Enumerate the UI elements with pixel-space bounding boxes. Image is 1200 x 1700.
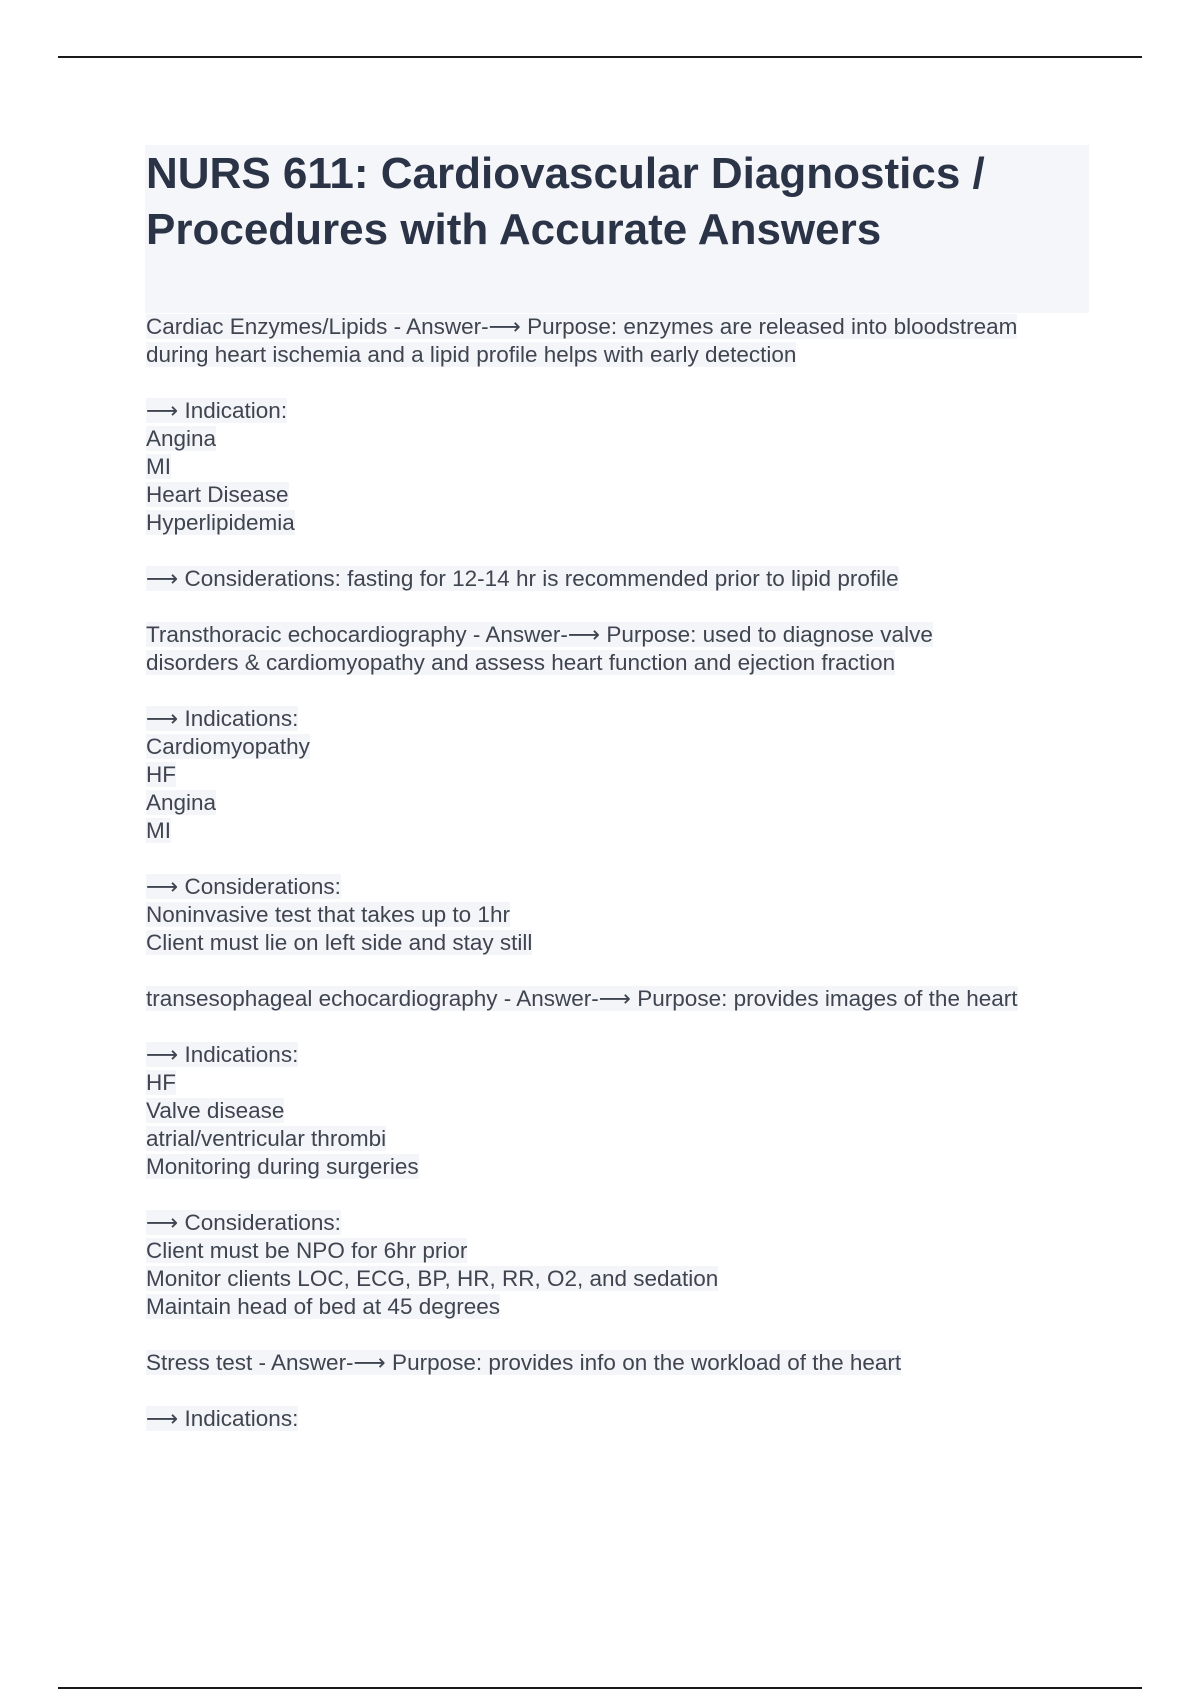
top-rule [58, 56, 1142, 58]
text-line: ⟶ Indications: [146, 1042, 299, 1067]
text-line: Angina [146, 426, 217, 451]
title-line: NURS 611: Cardiovascular Diagnostics / [146, 149, 985, 198]
text-line: during heart ischemia and a lipid profile helps with early detection [146, 342, 797, 367]
text-line: MI [146, 454, 171, 479]
text-line: Client must be NPO for 6hr prior [146, 1238, 468, 1263]
text-line: ⟶ Indications: [146, 706, 299, 731]
text-line: ⟶ Considerations: [146, 1210, 341, 1235]
tee-considerations [146, 1209, 1086, 1321]
text-line: HF [146, 1070, 176, 1095]
tee-purpose [146, 985, 1086, 1013]
text-line: atrial/ventricular thrombi [146, 1126, 387, 1151]
text-line: Stress test - Answer-⟶ Purpose: provides info on the workload of the heart [146, 1350, 902, 1375]
text-line: Valve disease [146, 1098, 285, 1123]
text-line: transesophageal echocardiography - Answer-⟶ Purpose: provides images of the heart [146, 986, 1018, 1011]
tte-considerations [146, 873, 1086, 957]
text-line: disorders & cardiomyopathy and assess heart function and ejection fraction [146, 650, 896, 675]
text-line: ⟶ Considerations: [146, 874, 341, 899]
tte-indications [146, 705, 1086, 845]
text-line: MI [146, 818, 171, 843]
bottom-rule [58, 1687, 1142, 1689]
text-line: Monitor clients LOC, ECG, BP, HR, RR, O2, and sedation [146, 1266, 719, 1291]
text-line: Noninvasive test that takes up to 1hr [146, 902, 510, 927]
text-line: Hyperlipidemia [146, 510, 295, 535]
text-line: ⟶ Indications: [146, 1406, 299, 1431]
text-line: HF [146, 762, 176, 787]
cardiac-enzymes-considerations [146, 565, 1086, 593]
document-body [146, 313, 1086, 1461]
text-line: ⟶ Indication: [146, 398, 288, 423]
text-line: Client must lie on left side and stay still [146, 930, 533, 955]
text-line: Maintain head of bed at 45 degrees [146, 1294, 501, 1319]
text-line: Monitoring during surgeries [146, 1154, 419, 1179]
title-line: Procedures with Accurate Answers [146, 205, 882, 254]
tee-indications [146, 1041, 1086, 1181]
stress-test-indications [146, 1405, 1086, 1433]
text-line: Cardiomyopathy [146, 734, 310, 759]
text-line: ⟶ Considerations: fasting for 12-14 hr is recommended prior to lipid profile [146, 566, 899, 591]
cardiac-enzymes-purpose [146, 313, 1086, 369]
stress-test-purpose [146, 1349, 1086, 1377]
text-line: Angina [146, 790, 217, 815]
text-line: Cardiac Enzymes/Lipids - Answer-⟶ Purpose: enzymes are released into bloodstream [146, 314, 1018, 339]
text-line: Transthoracic echocardiography - Answer-⟶ Purpose: used to diagnose valve [146, 622, 933, 647]
text-line: Heart Disease [146, 482, 289, 507]
page-title [146, 146, 1086, 258]
tte-purpose [146, 621, 1086, 677]
cardiac-enzymes-indications [146, 397, 1086, 537]
